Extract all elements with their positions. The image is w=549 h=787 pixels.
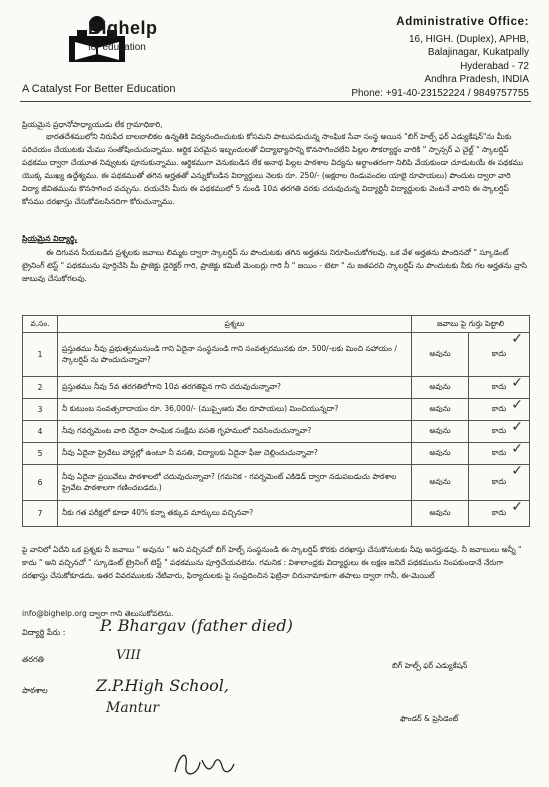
answer-no-label: కాదు [491, 349, 507, 358]
student-name-label: విద్యార్థి పేరు : [22, 628, 66, 637]
header-divider [20, 101, 531, 102]
row-number: 5 [23, 443, 58, 465]
checkmark-icon: ✓ [511, 499, 523, 515]
instructions-paragraph: ఈ దిగువన నీయబడిన ప్రశ్నలకు జవాబు లిమ్మట ద్వారా స్కాలర్షిప్ ను పొందుటకు తగిన అర్హతను నిరూపించుకోగలవు. ఒక వేళ అర్హతను పొందినచో " స్కూడెంట్ ట్రైనింగ్ టెస్ట్ " పథకమును పూర్తిచేసి మీ ప్రాజెక్టు డైరెక్టర్ గారి, ప్రాజెక్టు కమిటీ మెంబర్లు గారి నీ " జయిం - టెటా " ను జతపరచి స్కాలర్షిప్ ను పొందుటకు నీకు గల అర్హతను వ్రాసి జుబువు చేసుకోగలవు. [22, 248, 528, 283]
salutation: ప్రియమైన ప్రధానోపాధ్యాయుడు లేక గ్రామాధికారి, [22, 120, 163, 129]
closing-paragraph: పై వానిలో ఏదేని ఒక ప్రశ్నకు నీ జవాబు " అవును " అని వచ్చినచో బిగ్ హెల్ప్ సంస్థనుండి ఈ స్కాలర్షిప్ కొరకు దరఖాస్తు చేసుకొనుటకు నీవు అనర్హుడవు. నీ జవాబులు అన్నీ " కాదు " అని వచ్చినచో " స్కూడెంట్ ట్రైనింగ్ టెస్ట్ " పథకమును పూర్తిచేయవలెను. గమనిక : విశాలాంధ్రకు విద్యార్థులు ఈ లక్షణ జనిదే పథకమును నింపకుండానే నేరుగా దరఖాస్తు చేసుకోకూడదు. ఇతర వివరములకు నేటివారు, ఫిర్యాదులకు పై సంప్రదించిన ఫెట్రినా చిరునామాకుగా తపాలు ద్వారా గానీ, ఈ-మెయిల్ [22, 545, 522, 580]
checkmark-icon: ✓ [511, 463, 523, 479]
answer-yes[interactable]: అవును [412, 443, 469, 465]
answer-yes[interactable]: అవును [412, 333, 469, 377]
class-handwritten: VIII [116, 648, 141, 663]
checkmark-icon: ✓ [511, 331, 523, 347]
eligibility-table [22, 315, 530, 527]
row-number: 4 [23, 421, 58, 443]
school-handwritten-line1: Z.P.High School, [96, 676, 229, 695]
question-text: ప్రస్తుతము నీవు ప్రభుత్వమునుండి గాని ఏదైనా సంస్థనుండి గాని సంవత్సరమునకు రూ. 500/-లకు మించి సహాయం / స్కాలర్షిప్ ను పొందుచున్నావా? [58, 333, 412, 377]
office-line: Hyderabad - 72 [460, 60, 529, 72]
founder-label: ఫౌండర్ & ప్రెసిడెంట్ [400, 714, 459, 723]
row-number: 7 [23, 501, 58, 527]
school-label: పాఠశాల [22, 686, 48, 695]
table-row [23, 501, 530, 527]
row-number: 3 [23, 399, 58, 421]
answer-no[interactable] [469, 421, 530, 443]
office-line: Andhra Pradesh, INDIA [424, 74, 529, 85]
school-handwritten-line2: Mantur [106, 700, 160, 716]
answer-no[interactable] [469, 443, 530, 465]
answer-no-label: కాదు [491, 382, 507, 391]
answer-yes[interactable]: అవును [412, 399, 469, 421]
email-line: info@bighelp.org ద్వారా గాని తెలుసుకోవలెను. [22, 609, 174, 618]
question-text: నీవు ఏదైనా ప్రయివేటు పాఠశాలలో చదువుచున్నావా? (గమనిక - గవర్నమెంట్ ఎకిడెడ్ ద్వారా నడుపబడుచు పాఠశాల ప్రైవేట పాఠశాలగా గణించబడదు.) [58, 465, 412, 501]
student-greeting: ప్రియమైన విద్యార్థి, [22, 234, 78, 243]
org-signature-label: బిగ్ హెల్ప్ ఫర్ ఎడ్యుకేషన్ [392, 661, 468, 670]
row-number: 1 [23, 333, 58, 377]
tagline: A Catalyst For Better Education [22, 83, 176, 95]
table-row [23, 465, 530, 501]
student-signature [170, 742, 250, 782]
student-name-handwritten: P. Bhargav (father died) [100, 616, 293, 635]
question-text: నీకు గత పరీక్షలో కూడా 40% కన్నా తక్కువ మార్కులు వచ్చినవా? [58, 501, 412, 527]
brand-subtitle: for education [88, 42, 146, 53]
answer-yes[interactable]: అవును [412, 501, 469, 527]
answer-no-label: కాదు [491, 426, 507, 435]
table-row [23, 443, 530, 465]
office-line: 16, HIGH. (Duplex), APHB, [408, 33, 529, 45]
answer-no[interactable] [469, 333, 530, 377]
question-text: ప్రస్తుతము నీవు 5వ తరగతిలోగాని 10వ తరగతిపైన గాని చదువుచున్నావా? [58, 377, 412, 399]
col-answer-header: జవాబు పై గుర్తు పెట్టాలి [412, 316, 530, 333]
office-phone: Phone: +91-40-23152224 / 9849757755 [351, 87, 529, 99]
answer-yes[interactable]: అవును [412, 421, 469, 443]
checkmark-icon: ✓ [511, 441, 523, 457]
answer-no-label: కాదు [491, 404, 507, 413]
answer-yes[interactable]: అవును [412, 377, 469, 399]
answer-no[interactable] [469, 399, 530, 421]
table-row [23, 399, 530, 421]
table-row [23, 333, 530, 377]
question-text: నీవు గవర్నమెంట వారి చేదైనా సాంఘిక సంక్షేమ వసతి గృహములో నివసించుచున్నావా? [58, 421, 412, 443]
table-header [23, 316, 530, 333]
answer-no-label: కాదు [491, 448, 507, 457]
class-label: తరగతి [22, 655, 44, 664]
row-number: 6 [23, 465, 58, 501]
answer-no-label: కాదు [491, 508, 507, 517]
col-question-header: ప్రశ్నలు [58, 316, 412, 333]
question-text: నీవు ఏదైనా ప్రైవేటు హాస్టల్లో ఉంటూ నీ వసతి, విద్యాలకు ఏదైనా ఫీజు చెల్లించుచున్నావా? [58, 443, 412, 465]
answer-no[interactable] [469, 465, 530, 501]
brand-name: Bighelp [88, 18, 158, 38]
col-number-header: వ.సం. [23, 316, 58, 333]
checkmark-icon: ✓ [511, 419, 523, 435]
answer-no-label: కాదు [491, 477, 507, 486]
intro-paragraph: భారతదేశములోని నిరుపేద బాలబాలికల ఉన్నతికి విద్యనందించుటకు కోసమని పాటుపడుచున్న సాంఘిక సేవా సంస్థ అయిన "బిగ్ హెల్ప్ ఫర్ ఎడ్యుకేషన్"ను మీకు పరిచయం చేయుటకు మేము సంతోషించుచున్నాము. ఆర్థిక పరమైన ఇబ్బందులతో విద్యాభ్యాసాన్ని కొనసాగించలేని పిల్లల సౌకర్యార్థం వారికి " స్పాన్సర్ ఎ చైల్డ్ " స్కాలర్షిప్ పథకము ద్వారా చేయూత నివ్వుటకు పూనుకున్నాము. ఆర్థికముగా వెనుకబడిన లేక అనాథ పిల్లల పాఠశాల విద్యను అర్థాంతరంగా నిలిపి వేయకుండా చూడుటయే ఈ పథకము యొక్క ముఖ్య ఉద్దేశ్యము. ఈ పథకముతో తగిన అర్హతతో ఎన్నుకోబడిన విద్యార్థులు నెలకు రూ. 250/- (అక్షరాల రెండువందల యాభై రూపాయలు) పొందుట ద్వారా వారి విద్యా జీవితమును కొనసాగించ వచ్చును. దయచేసి మీరు ఈ పథకములో 5 నుండి 10వ తరగతి వరకు చదువుచున్న విద్యార్థినీ విద్యార్థులకు వెంటనే వారిని ఈ స్కాలర్షిప్ కోసము దరఖాస్తు చేసుకోవలసినదిగా కోరుచున్నాము. [22, 132, 524, 206]
checkmark-icon: ✓ [511, 375, 523, 391]
table-row [23, 377, 530, 399]
table-row [23, 421, 530, 443]
answer-no[interactable] [469, 501, 530, 527]
answer-no[interactable] [469, 377, 530, 399]
question-text: నీ కుటుంబ సంవత్సరాదాయం రూ. 36,000/- (ముప్పైఆరు వేల రూపాయలు) మించియున్నదా? [58, 399, 412, 421]
row-number: 2 [23, 377, 58, 399]
office-title: Administrative Office: [396, 16, 529, 28]
checkmark-icon: ✓ [511, 397, 523, 413]
office-address [309, 16, 529, 100]
answer-yes[interactable]: అవును [412, 465, 469, 501]
office-line: Balajinagar, Kukatpally [427, 47, 529, 58]
